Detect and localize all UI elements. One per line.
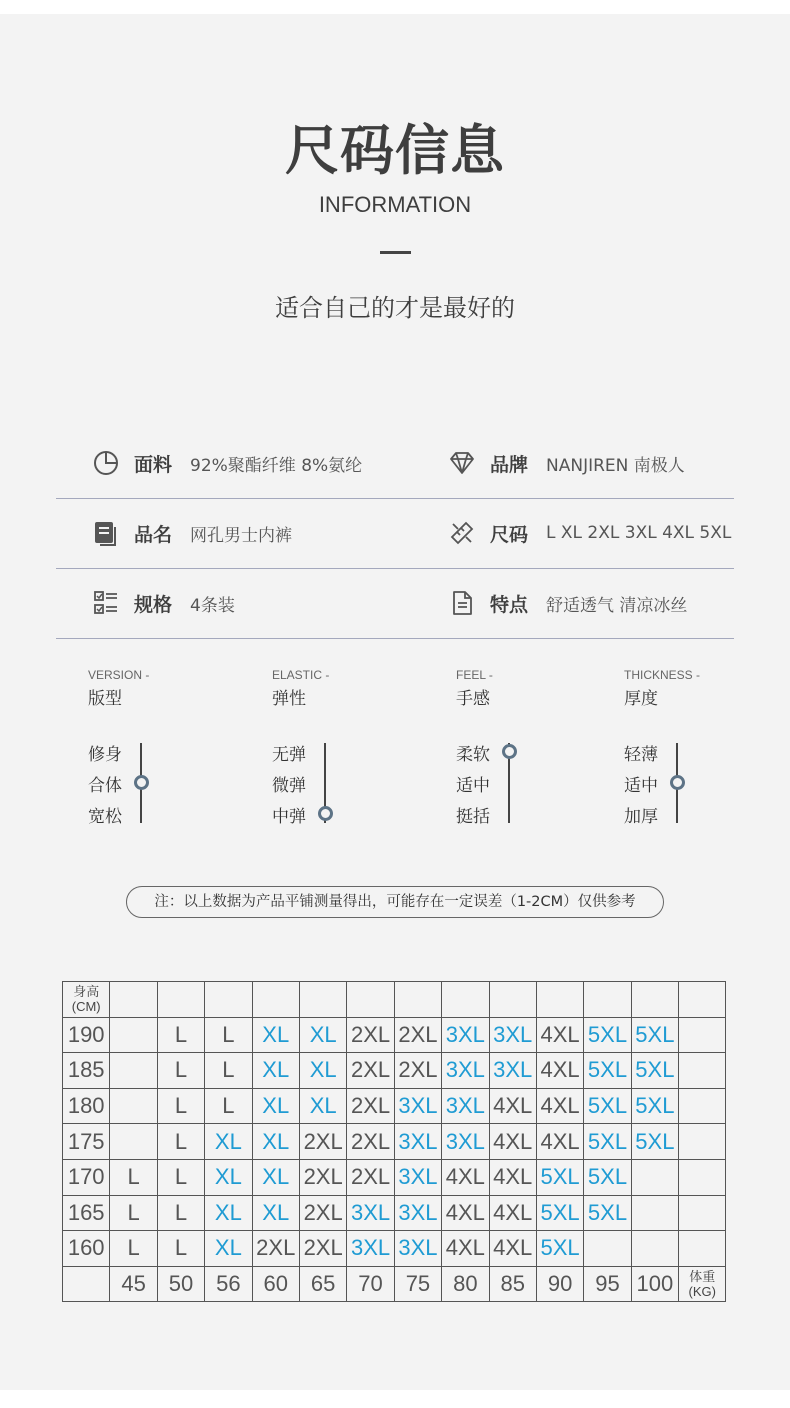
size-cell: 5XL [631,1124,678,1160]
info-key: 特点 [490,593,529,616]
title-divider [380,251,411,254]
size-cell: 4XL [536,1088,583,1124]
table-row [63,1053,726,1089]
height-cell: 190 [63,1017,110,1053]
attribute-option: 合体 [88,776,122,796]
attribute-label-en: THICKNESS - [624,668,701,682]
size-cell: L [157,1231,204,1267]
size-cell: 2XL [347,1053,394,1089]
size-cell: 4XL [536,1017,583,1053]
size-cell: 5XL [536,1159,583,1195]
weight-cell: 75 [394,1266,441,1302]
ruler-pencil-icon [448,519,476,547]
diamond-icon [448,449,476,477]
table-cell [536,982,583,1018]
weight-cell: 100 [631,1266,678,1302]
size-cell: XL [205,1159,252,1195]
attribute-label-cn: 弹性 [272,689,306,709]
size-cell: 4XL [536,1124,583,1160]
document-icon [92,519,120,547]
info-key: 面料 [134,453,173,476]
attribute-option: 挺括 [456,807,490,827]
weight-cell: 80 [442,1266,489,1302]
info-row-2 [56,498,734,569]
weight-cell: 95 [584,1266,631,1302]
size-cell: 5XL [584,1159,631,1195]
size-cell: 3XL [394,1231,441,1267]
attribute-selected-marker [318,806,333,821]
attribute-1 [272,668,422,709]
attribute-label-cn: 版型 [88,689,122,709]
table-cell [347,982,394,1018]
info-fabric [92,428,362,498]
size-cell: 3XL [394,1088,441,1124]
size-cell: L [157,1088,204,1124]
table-cell [489,982,536,1018]
size-cell: 4XL [489,1159,536,1195]
weight-cell: 90 [536,1266,583,1302]
info-row-3 [56,568,734,639]
weight-cell: 60 [252,1266,299,1302]
size-cell [679,1124,726,1160]
weight-cell: 50 [157,1266,204,1302]
table-row [63,1159,726,1195]
info-row-1 [56,428,734,499]
size-cell: 4XL [442,1231,489,1267]
table-cell [63,1266,110,1302]
info-value: 网孔男士内裤 [190,525,293,546]
attribute-2 [456,668,606,709]
size-cell: 3XL [347,1195,394,1231]
size-cell: 2XL [394,1017,441,1053]
size-cell: XL [299,1053,346,1089]
attribute-3 [624,668,774,709]
info-value: 舒适透气 清凉冰丝 [546,595,688,616]
height-unit: (CM) [71,999,101,1015]
size-cell [631,1231,678,1267]
size-cell: 5XL [631,1053,678,1089]
size-cell: 3XL [489,1017,536,1053]
size-cell: L [157,1017,204,1053]
size-cell [679,1017,726,1053]
weight-unit: (KG) [688,1284,716,1300]
size-cell [679,1195,726,1231]
attribute-selected-marker [502,744,517,759]
size-cell: 3XL [442,1017,489,1053]
size-cell: L [110,1159,157,1195]
size-cell [110,1053,157,1089]
attribute-label-en: VERSION - [88,668,150,682]
size-cell: XL [252,1053,299,1089]
info-features [448,568,687,638]
size-cell: 5XL [584,1195,631,1231]
size-cell [110,1088,157,1124]
size-cell: L [205,1017,252,1053]
pie-chart-icon [92,449,120,477]
size-cell: 5XL [584,1053,631,1089]
attribute-option: 无弹 [272,745,306,765]
size-cell: 3XL [394,1159,441,1195]
size-cell: XL [205,1231,252,1267]
file-text-icon [448,589,476,617]
size-cell: 2XL [299,1195,346,1231]
weight-label-cell [679,1266,726,1302]
info-value: NANJIREN 南极人 [546,455,685,476]
size-cell: 2XL [299,1231,346,1267]
size-cell: L [157,1195,204,1231]
attribute-selected-marker [134,775,149,790]
table-cell [299,982,346,1018]
info-value: 92%聚酯纤维 8%氨纶 [190,455,363,476]
size-cell: 2XL [347,1088,394,1124]
size-cell: XL [205,1124,252,1160]
height-cell: 185 [63,1053,110,1089]
attribute-option: 加厚 [624,807,658,827]
size-cell [110,1017,157,1053]
size-cell: L [110,1231,157,1267]
size-cell: 4XL [489,1231,536,1267]
table-cell [631,982,678,1018]
info-key: 尺码 [490,523,529,546]
size-cell: XL [299,1088,346,1124]
attribute-option: 中弹 [272,807,306,827]
height-cell: 170 [63,1159,110,1195]
size-cell: 5XL [631,1017,678,1053]
weight-cell: 85 [489,1266,536,1302]
weight-cell: 65 [299,1266,346,1302]
size-cell: 3XL [442,1124,489,1160]
table-cell [252,982,299,1018]
weight-label: 体重 [689,1269,716,1285]
size-cell: 4XL [442,1195,489,1231]
size-cell: 5XL [536,1195,583,1231]
size-cell: 3XL [489,1053,536,1089]
size-cell: XL [252,1017,299,1053]
attribute-option: 宽松 [88,807,122,827]
info-product-name [92,498,292,568]
table-row [63,1195,726,1231]
table-cell [394,982,441,1018]
size-cell: XL [299,1017,346,1053]
size-cell [631,1195,678,1231]
size-cell: 5XL [631,1088,678,1124]
weight-cell: 56 [205,1266,252,1302]
height-cell: 165 [63,1195,110,1231]
size-cell: 3XL [442,1088,489,1124]
size-cell: XL [252,1124,299,1160]
attribute-label-cn: 手感 [456,689,490,709]
page-subtitle: INFORMATION [318,192,472,217]
attribute-label-en: FEEL - [456,668,493,682]
size-cell [110,1124,157,1160]
info-brand [448,428,685,498]
attribute-option: 适中 [624,776,658,796]
size-cell: 4XL [536,1053,583,1089]
weight-cell: 45 [110,1266,157,1302]
info-spec [92,568,235,638]
size-cell [584,1231,631,1267]
attribute-0 [88,668,238,709]
info-key: 品名 [134,523,173,546]
attribute-option: 轻薄 [624,745,658,765]
size-cell: 2XL [394,1053,441,1089]
size-cell: 3XL [442,1053,489,1089]
size-cell: L [157,1053,204,1089]
table-cell [157,982,204,1018]
info-key: 规格 [134,593,173,616]
weight-cell: 70 [347,1266,394,1302]
size-cell: 2XL [252,1231,299,1267]
measurement-note: 注：以上数据为产品平铺测量得出，可能存在一定误差（1-2CM）仅供参考 [126,886,664,918]
weight-row [63,1266,726,1302]
height-label: 身高 [73,984,100,1000]
size-cell: L [157,1124,204,1160]
attribute-selected-marker [670,775,685,790]
table-cell [442,982,489,1018]
table-row [63,1088,726,1124]
size-cell: 2XL [299,1159,346,1195]
info-value: L XL 2XL 3XL 4XL 5XL [546,523,732,543]
size-cell: XL [252,1159,299,1195]
table-row [63,1231,726,1267]
attribute-label-cn: 厚度 [624,689,658,709]
size-cell: 4XL [489,1124,536,1160]
size-cell: XL [252,1088,299,1124]
attribute-label-en: ELASTIC - [272,668,330,682]
size-cell: 3XL [347,1231,394,1267]
size-cell [679,1088,726,1124]
size-cell: 5XL [584,1124,631,1160]
size-cell: 5XL [584,1017,631,1053]
size-cell: 3XL [394,1195,441,1231]
size-cell [679,1053,726,1089]
checklist-icon [92,589,120,617]
size-cell: 4XL [489,1088,536,1124]
size-cell: L [205,1088,252,1124]
size-cell: L [157,1159,204,1195]
table-row [63,1124,726,1160]
info-key: 品牌 [490,453,529,476]
info-value: 4条装 [190,595,235,616]
table-cell [110,982,157,1018]
size-cell [631,1159,678,1195]
size-cell: 2XL [347,1124,394,1160]
table-row [63,1017,726,1053]
size-cell: L [110,1195,157,1231]
size-cell [679,1159,726,1195]
size-cell: 4XL [442,1159,489,1195]
attribute-option: 修身 [88,745,122,765]
size-cell: 2XL [299,1124,346,1160]
size-cell: L [205,1053,252,1089]
height-cell: 175 [63,1124,110,1160]
size-cell: XL [205,1195,252,1231]
table-cell [584,982,631,1018]
table-header-row [63,982,726,1018]
page-title: 尺码信息 [285,119,505,182]
size-chart-table [62,981,726,1302]
size-cell: 2XL [347,1017,394,1053]
info-sizes [448,498,731,568]
size-cell: 4XL [489,1195,536,1231]
size-cell: 5XL [536,1231,583,1267]
table-cell [205,982,252,1018]
attribute-option: 柔软 [456,745,490,765]
height-cell: 160 [63,1231,110,1267]
size-cell: 3XL [394,1124,441,1160]
size-cell: 2XL [347,1159,394,1195]
slogan: 适合自己的才是最好的 [275,294,515,322]
height-cell: 180 [63,1088,110,1124]
attribute-option: 适中 [456,776,490,796]
size-cell: XL [252,1195,299,1231]
size-cell [679,1231,726,1267]
table-cell [679,982,726,1018]
height-label-cell [63,982,110,1018]
attribute-option: 微弹 [272,776,306,796]
size-cell: 5XL [584,1088,631,1124]
